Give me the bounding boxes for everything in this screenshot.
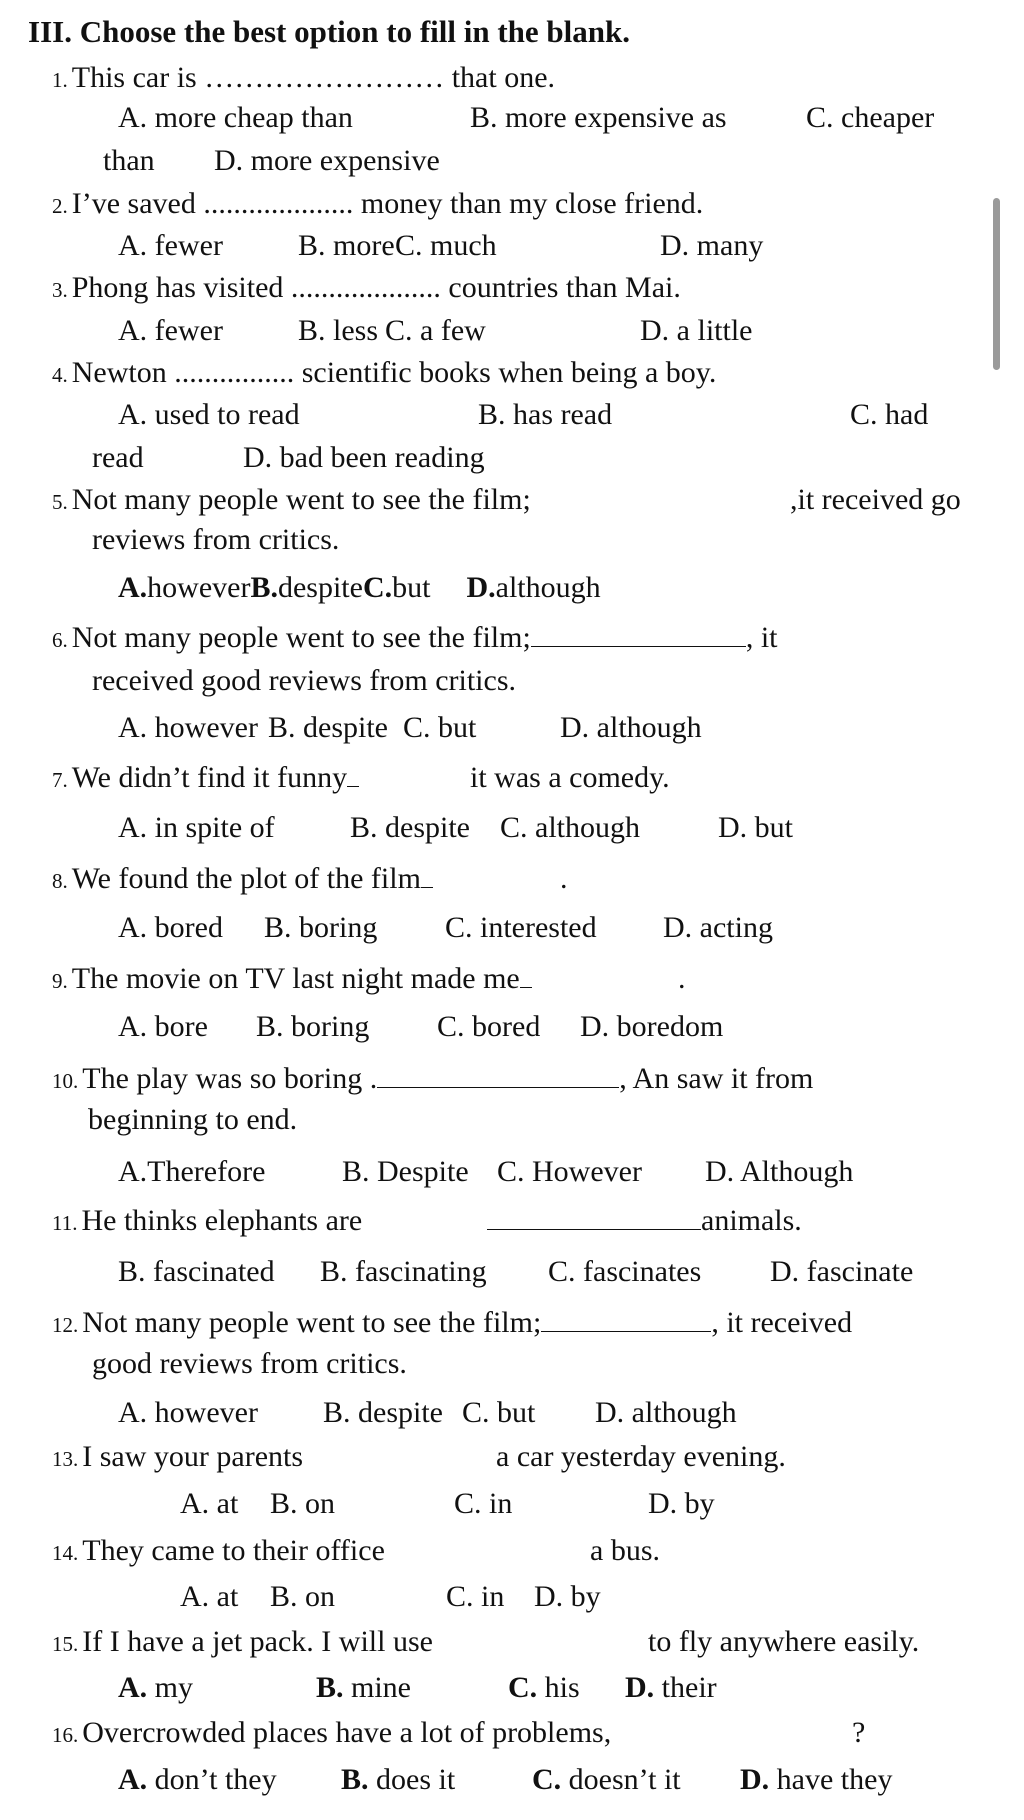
option-a: A. bored [118,911,223,944]
blank [377,1063,619,1088]
question-14: 14. They came to their office [52,1534,385,1567]
option-d: D. acting [663,911,773,944]
option-d: D. more expensive [214,144,440,177]
option-a: A. fewer [118,229,223,262]
option-d: D. Although [705,1155,854,1188]
option-b: B. despite [268,711,388,744]
question-16: 16. Overcrowded places have a lot of problems, [52,1716,612,1749]
option-a: A. don’t they [118,1763,277,1796]
option-c: C. fascinates [548,1255,702,1288]
question-13-after-blank: a car yesterday evening. [496,1440,786,1473]
question-14-after-blank: a bus. [590,1534,660,1567]
option-d: D. although [560,711,702,744]
question-5-options: A.howeverB.despiteC.but D.although [118,571,601,604]
option-b: B. boring [264,911,378,944]
option-b: B. does it [341,1763,456,1796]
question-5-after-blank: ,it received go [790,483,961,516]
option-a: A. bore [118,1010,208,1043]
question-12: 12. Not many people went to see the film; , it received [52,1306,853,1339]
question-7-after-blank: it was a comedy. [470,761,670,794]
option-a: A. however [118,1396,258,1429]
option-d: D. but [718,811,793,844]
option-d: D. a little [640,314,753,347]
option-a: A. however [118,711,258,744]
question-15: 15. If I have a jet pack. I will use [52,1625,433,1658]
option-a: A. at [180,1580,239,1613]
option-a: A. used to read [118,398,300,431]
question-9-after-blank: . [678,962,686,995]
option-c: C. a few [385,314,486,347]
question-15-after-blank: to fly anywhere easily. [648,1625,920,1658]
option-a: A. fewer [118,314,223,347]
option-b: B. boring [256,1010,370,1043]
question-2: 2. I’ve saved .................... money than my close friend. [52,187,704,220]
option-c: C. in [454,1487,513,1520]
question-7: 7. We didn’t find it funny [52,761,359,794]
question-9: 9. The movie on TV last night made me [52,962,532,995]
option-b: B. less [298,314,379,347]
question-10: 10. The play was so boring . , An saw it from [52,1062,814,1095]
option-c-cont: than [103,144,155,177]
question-12-cont: good reviews from critics. [92,1347,407,1380]
question-6: 6. Not many people went to see the film; , it [52,621,778,654]
question-10-cont: beginning to end. [88,1103,298,1136]
blank: ................ [174,356,295,389]
blank [541,1307,711,1332]
option-c: C. had [850,398,929,431]
blank [487,1205,701,1230]
option-a: A.Therefore [118,1155,266,1188]
blank: …………………… [204,61,445,94]
vertical-scrollbar[interactable] [993,198,1000,370]
option-d: D. boredom [580,1010,724,1043]
option-a: A. in spite of [118,811,275,844]
option-d: D. although [595,1396,737,1429]
option-c: C. in [446,1580,505,1613]
option-a: A. more cheap than [118,101,353,134]
option-a: A. at [180,1487,239,1520]
question-1: 1. This car is …………………… that one. [52,61,556,94]
question-5-cont: reviews from critics. [92,523,340,556]
option-b: B. more [298,229,395,262]
option-c: C. his [508,1671,580,1704]
option-c: C. but [403,711,477,744]
option-c: C. much [395,229,497,262]
option-b: B. on [270,1487,336,1520]
option-a: A. my [118,1671,194,1704]
option-b: B. despite [323,1396,443,1429]
option-b: B. has read [478,398,613,431]
question-11: 11. He thinks elephants are [52,1204,363,1237]
option-c: C. cheaper [806,101,935,134]
blank [421,863,433,888]
blank [531,622,746,647]
question-3: 3. Phong has visited .................... countries than Mai. [52,271,681,304]
option-c: C. bored [437,1010,541,1043]
blank: .................... [290,271,441,304]
option-d: D. by [534,1580,601,1613]
question-number: 1. [52,68,68,92]
question-4: 4. Newton ................ scientific books when being a boy. [52,356,717,389]
option-b: B. despite [350,811,470,844]
option-c: C. although [500,811,640,844]
question-5: 5. Not many people went to see the film; [52,483,531,516]
option-c-cont: read [92,441,144,474]
option-c: C. but [462,1396,536,1429]
option-b: B. on [270,1580,336,1613]
option-a: B. fascinated [118,1255,275,1288]
question-8-after-blank: . [560,862,568,895]
option-b: B. fascinating [320,1255,487,1288]
option-b: B. more expensive as [470,101,727,134]
option-d: D. have they [740,1763,893,1796]
blank [347,762,359,787]
question-11-after-blank: animals. [487,1204,802,1237]
option-c: C. However [497,1155,642,1188]
question-16-after-blank: ? [852,1716,866,1749]
option-b: B. Despite [342,1155,469,1188]
option-d: D. many [660,229,764,262]
question-13: 13. I saw your parents [52,1440,304,1473]
option-d: D. bad been reading [243,441,485,474]
option-c: C. doesn’t it [532,1763,681,1796]
option-d: D. fascinate [770,1255,914,1288]
section-title: III. Choose the best option to fill in the blank. [28,14,631,49]
question-6-cont: received good reviews from critics. [92,664,516,697]
option-b: B. mine [316,1671,412,1704]
option-d: D. by [648,1487,715,1520]
blank: .................... [203,187,354,220]
option-c: C. interested [445,911,597,944]
blank [520,963,532,988]
option-d: D. their [625,1671,717,1704]
question-8: 8. We found the plot of the film [52,862,433,895]
